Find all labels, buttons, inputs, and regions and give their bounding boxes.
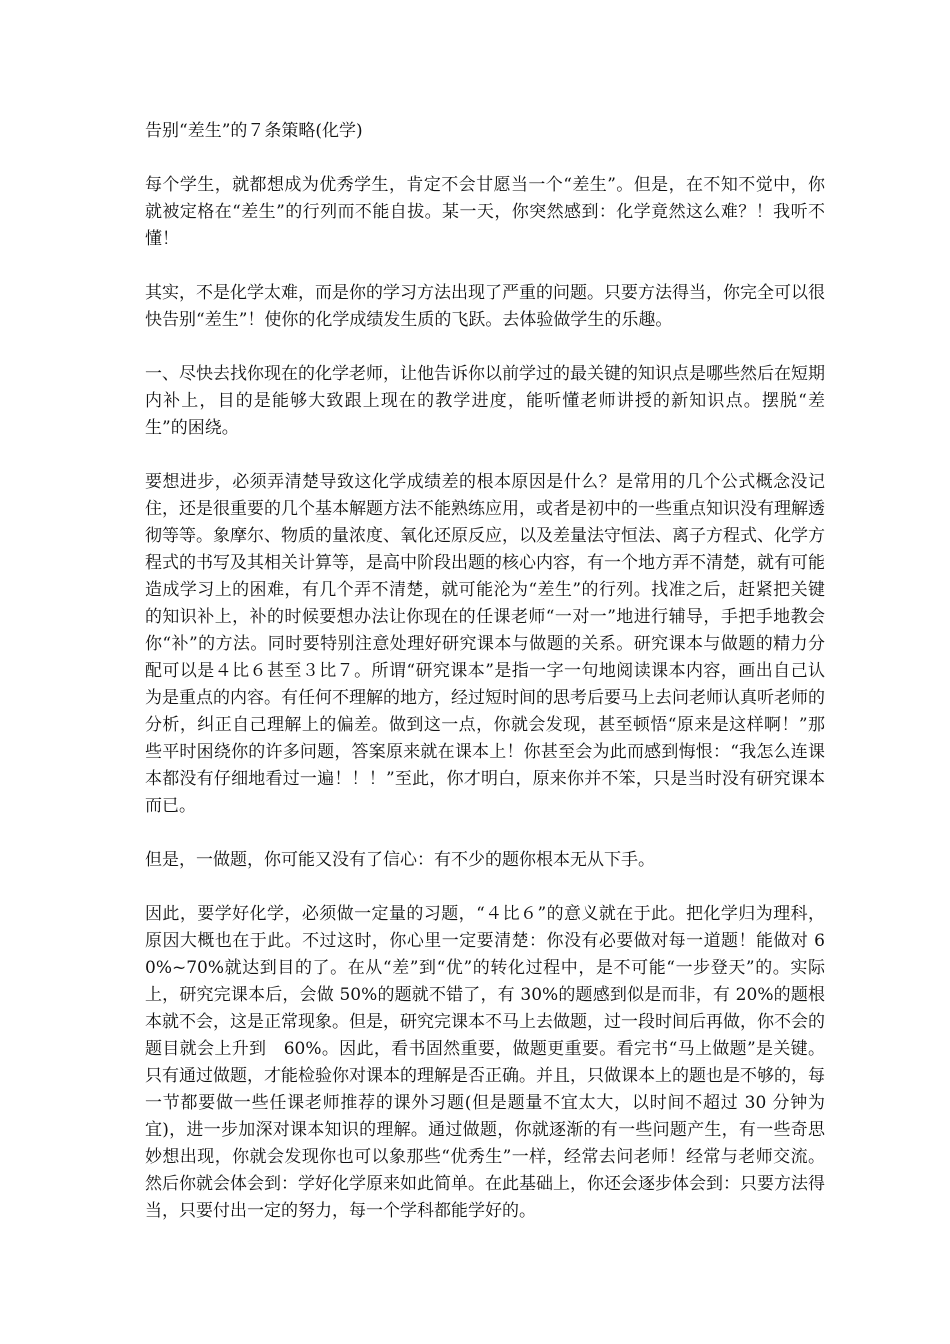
paragraph-intro: 每个学生，就都想成为优秀学生，肯定不会甘愿当一个“差生”。但是，在不知不觉中，你就被定格在“差生”的行列而不能自拔。某一天，你突然感到：化学竟然这么难？！我听不懂！ [145,175,825,249]
paragraph-strategy-1: 一、尽快去找你现在的化学老师，让他告诉你以前学过的最关键的知识点是哪些然后在短期内补上，目的是能够大致跟上现在的教学进度，能听懂老师讲授的新知识点。摆脱“差生”的困绕。 [145,364,825,438]
paragraph-confidence: 但是，一做题，你可能又没有了信心：有不少的题你根本无从下手。 [145,850,655,870]
document-title: 告别“差生”的７条策略(化学) [145,121,363,141]
paragraph-reason: 其实，不是化学太难，而是你的学习方法出现了严重的问题。只要方法得当，你完全可以很快告别“差生”！使你的化学成绩发生质的飞跃。去体验做学生的乐趣。 [145,283,825,330]
document-page [145,118,825,1252]
paragraph-practice: 因此，要学好化学，必须做一定量的习题，“４比６”的意义就在于此。把化学归为理科，原因大概也在于此。不过这时，你心里一定要清楚：你没有必要做对每一道题！能做对 60%~70%就达到目的了。在从“差”到“优”的转化过程中，是不可能“一步登天”的。实际上，研究完课本后，会做 50%的题就不错了，有 30%的题感到似是而非，有 20%的题根本就不会，这是正常现象。但是，研究完课本不马上去做题，过一段时间后再做，你不会的题目就会上升到 60%。因此，看书固然重要，做题更重要。看完书“马上做题”是关键。只有通过做题，才能检验你对课本的理解是否正确。并且，只做课本上的题也是不够的，每一节都要做一些任课老师推荐的课外习题(但是题量不宜太大，以时间不超过 30 分钟为宜)，进一步加深对课本知识的理解。通过做题，你就逐渐的有一些问题产生，有一些奇思妙想出现，你就会发现你也可以象那些“优秀生”一样，经常去问老师！经常与老师交流。然后你就会体会到：学好化学原来如此简单。在此基础上，你还会逐步体会到：只要方法得当，只要付出一定的努力，每一个学科都能学好的。 [145,904,825,1221]
paragraph-study-method: 要想进步，必须弄清楚导致这化学成绩差的根本原因是什么？是常用的几个公式概念没记住，还是很重要的几个基本解题方法不能熟练应用，或者是初中的一些重点知识没有理解透彻等等。象摩尔、物质的量浓度、氧化还原反应，以及差量法守恒法、离子方程式、化学方程式的书写及其相关计算等，是高中阶段出题的核心内容，有一个地方弄不清楚，就有可能造成学习上的困难，有几个弄不清楚，就可能沦为“差生”的行列。找准之后，赶紧把关键的知识补上，补的时候要想办法让你现在的任课老师“一对一”地进行辅导，手把手地教会你“补”的方法。同时要特别注意处理好研究课本与做题的关系。研究课本与做题的精力分配可以是４比６甚至３比７。所谓“研究课本”是指一字一句地阅读课本内容，画出自己认为是重点的内容。有任何不理解的地方，经过短时间的思考后要马上去问老师认真听老师的分析，纠正自己理解上的偏差。做到这一点，你就会发现，甚至顿悟“原来是这样啊！”那些平时困绕你的许多问题，答案原来就在课本上！你甚至会为此而感到悔恨：“我怎么连课本都没有仔细地看过一遍！！！”至此，你才明白，原来你并不笨，只是当时没有研究课本而已。 [145,472,825,816]
